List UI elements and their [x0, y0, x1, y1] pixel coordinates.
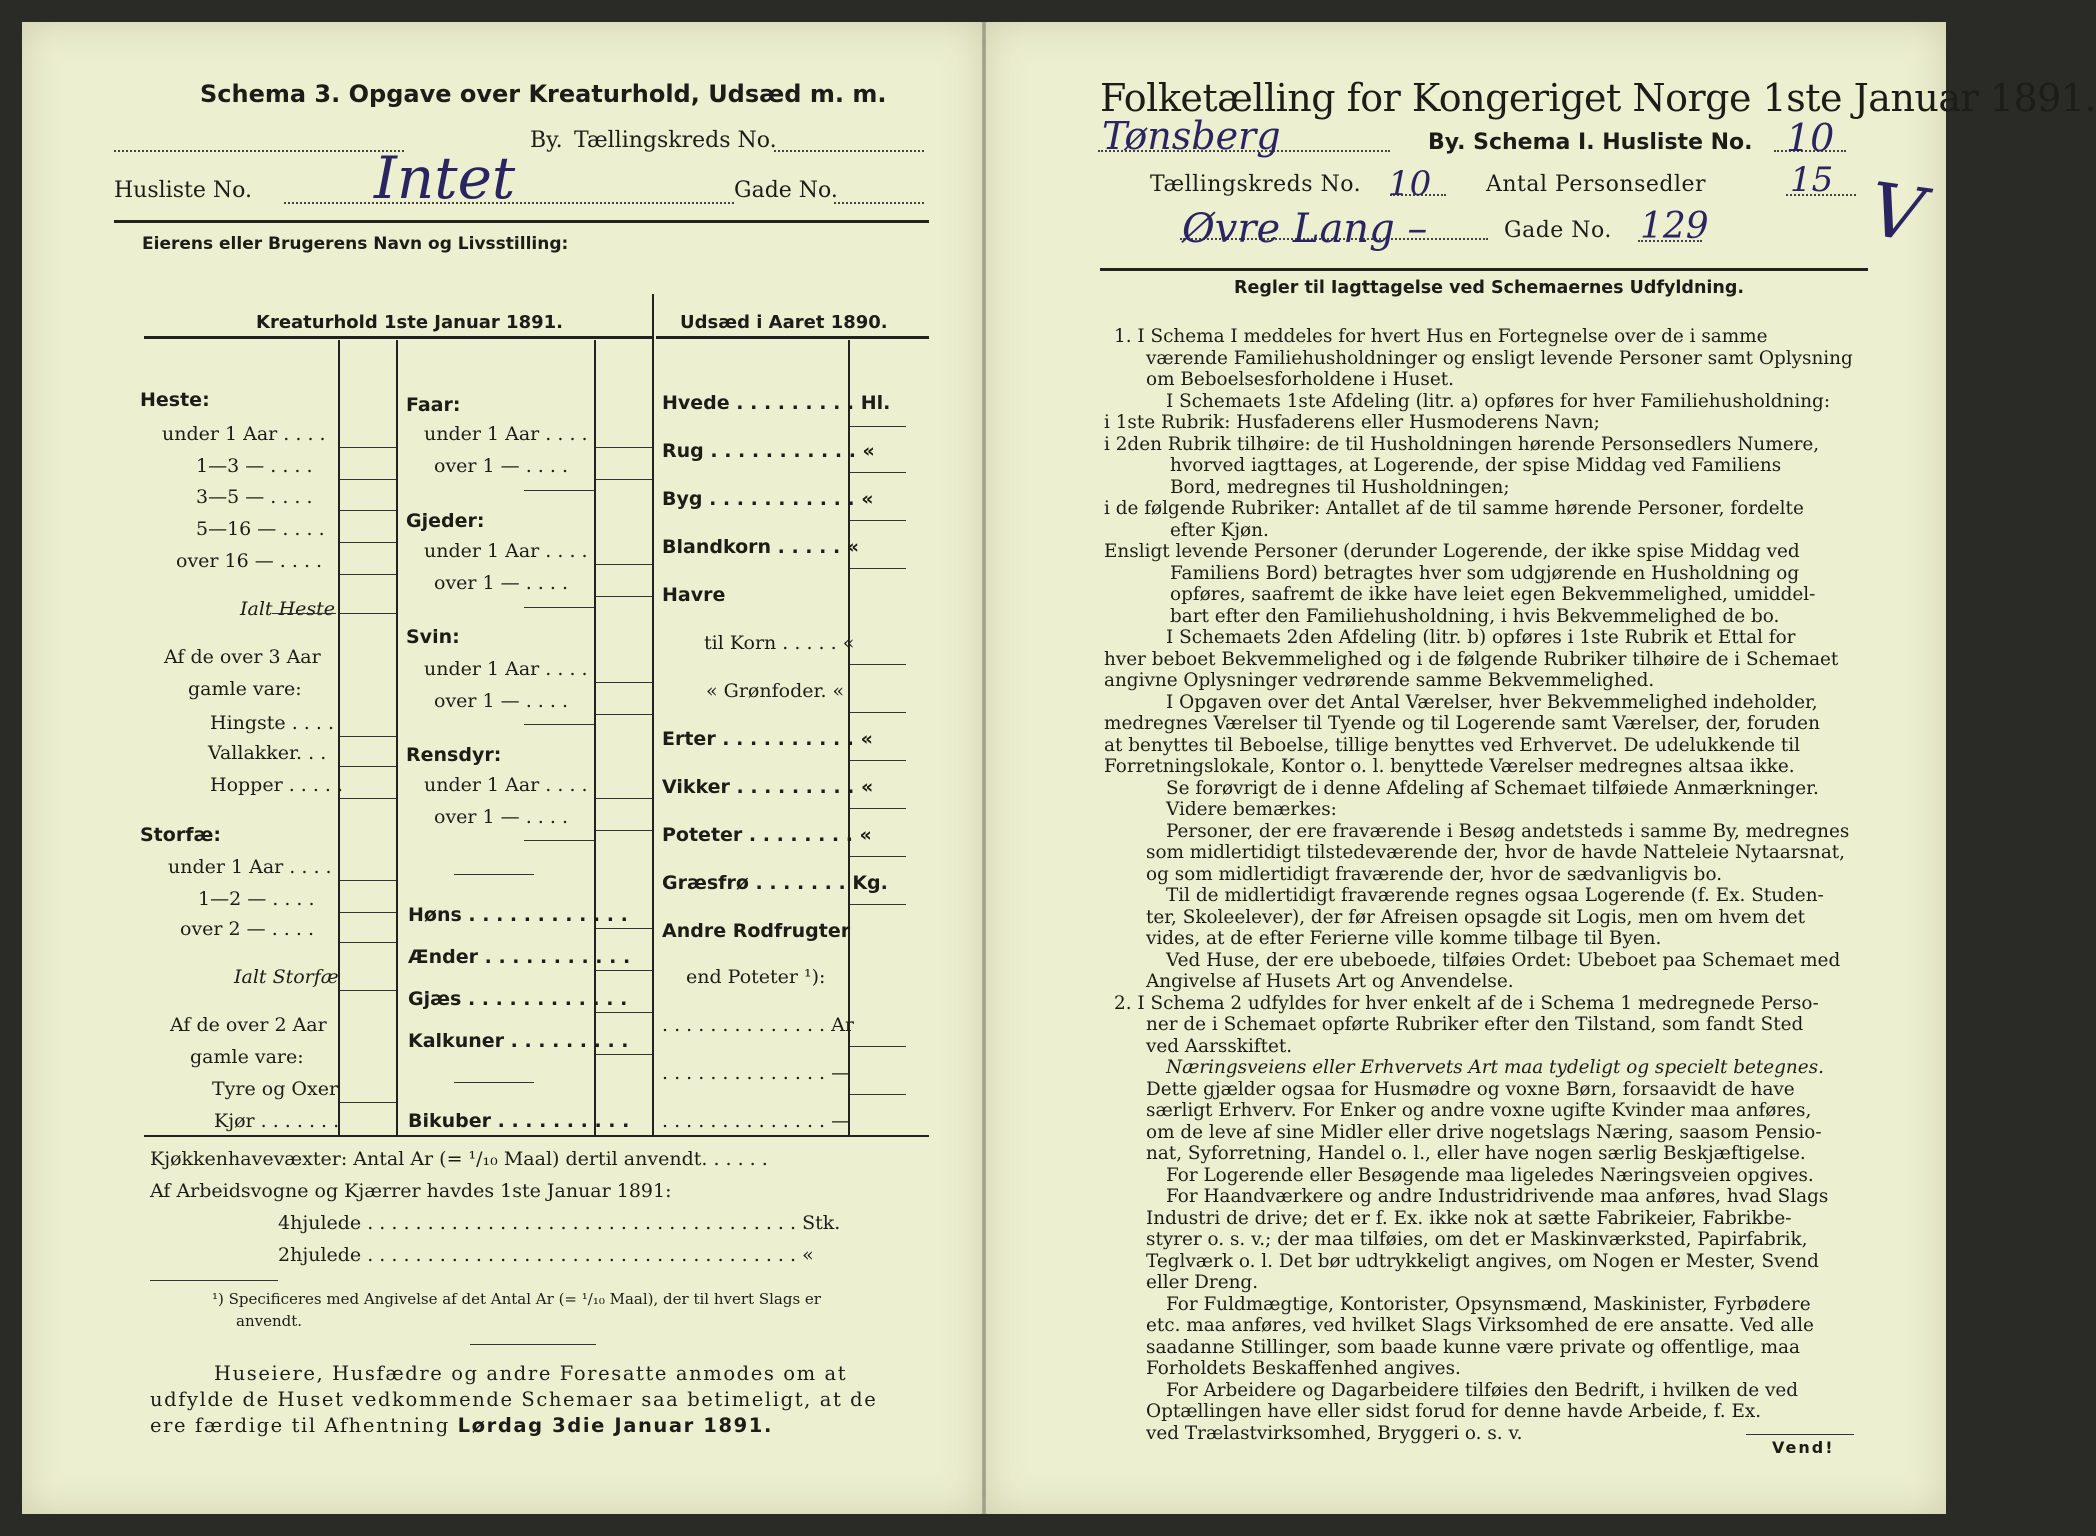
- rule-line: For Arbeidere og Dagarbeidere tilføies den Bedrift, i hvilken de ved: [1166, 1379, 1799, 1401]
- col2-right-line: [652, 340, 654, 1135]
- value-line: [340, 880, 396, 881]
- graesfro: Græsfrø . . . . . . . Kg.: [662, 872, 888, 894]
- closing-line-3-text: ere færdige til Afhentning: [150, 1414, 458, 1437]
- rule-line: Bord, medregnes til Husholdningen;: [1170, 476, 1510, 498]
- af-over-2-aar: Af de over 2 Aar: [170, 1014, 327, 1036]
- heste-5-16: 5—16 — . . . .: [196, 518, 325, 540]
- value-line: [596, 928, 652, 929]
- rule-line: vides, at de efter Ferierne ville komme tilbage til Byen.: [1146, 928, 1662, 949]
- value-line: [596, 447, 652, 448]
- svin-heading: Svin:: [406, 626, 460, 648]
- gade-handwritten: 129: [1640, 206, 1709, 247]
- value-line: [340, 447, 396, 448]
- aender: Ænder . . . . . . . . . . .: [408, 946, 631, 968]
- gjeder-under-1: under 1 Aar . . . .: [424, 540, 588, 562]
- rule-line: opføres, saafremt de ikke have leiet egen Bekvemmelighed, umiddel-: [1170, 584, 1816, 605]
- kreds-label: Tællingskreds No.: [1150, 172, 1362, 197]
- rule-line: Videre bemærkes:: [1166, 799, 1337, 820]
- value-line: [340, 542, 396, 543]
- heste-1-3: 1—3 — . . . .: [196, 455, 313, 477]
- closing-line-1: Huseiere, Husfædre og andre Foresatte anmodes om at: [214, 1362, 848, 1385]
- kjor: Kjør . . . . . . .: [214, 1110, 340, 1132]
- closing-line-2: udfylde de Huset vedkommende Schemaer saa betimeligt, at de: [150, 1388, 878, 1411]
- ialt-heste-rule: [272, 613, 336, 614]
- rule-line: som midlertidigt tilstedeværende der, hvor de havde Natteleie Nytaarsnat,: [1146, 842, 1846, 863]
- rule-line: styrer o. s. v.; der maa tilføies, om det er Maskinværksted, Papirfabrik,: [1146, 1229, 1808, 1250]
- rule-line: Personer, der ere fraværende i Besøg andetsteds i samme By, medregnes: [1166, 820, 1850, 842]
- value-line: [850, 904, 906, 905]
- rule-line: Ensligt levende Personer (derunder Logerende, der ikke spise Middag ved: [1104, 541, 1800, 562]
- rules-title: Regler til Iagttagelse ved Schemaernes Udfyldning.: [1234, 278, 1745, 298]
- kreds-field-line: [774, 150, 924, 152]
- rensdyr-under-1: under 1 Aar . . . .: [424, 774, 588, 796]
- heste-over-16: over 16 — . . . .: [176, 550, 323, 572]
- rule-line: etc. maa anføres, ved hvilket Slags Virksomhed de ere ansatte. Ved alle: [1146, 1315, 1814, 1336]
- bikuber: Bikuber . . . . . . . . . .: [408, 1110, 630, 1132]
- rule-line: bart efter den Familiehusholdning, i hvis Bekvemmelighed de bo.: [1170, 605, 1780, 627]
- rule-line: Se forøvrigt de i denne Afdeling af Schemaet tilføiede Anmærkninger.: [1166, 777, 1819, 799]
- rule-line: og som midlertidigt fraværende der, hvor de sædvanligvis bo.: [1146, 863, 1723, 885]
- subtotal-rule: [524, 840, 594, 841]
- col1-right-line: [396, 340, 398, 1135]
- rule-line: Familiens Bord) betragtes hver som udgjørende en Husholdning og: [1170, 562, 1800, 584]
- value-line: [340, 912, 396, 913]
- kjokken-text: Kjøkkenhavevæxter: Antal Ar (= ¹/₁₀ Maal) dertil anvendt. . . . . .: [150, 1148, 768, 1170]
- rule-line: 1. I Schema I meddeles for hvert Hus en Fortegnelse over de i samme: [1114, 326, 1768, 347]
- rule-line: Angivelse af Husets Art og Anvendelse.: [1146, 971, 1514, 992]
- subtotal-rule: [524, 724, 594, 725]
- rule-line: I Schemaets 2den Afdeling (litr. b) opføres i 1ste Rubrik et Ettal for: [1166, 627, 1796, 648]
- col2-value-left-line: [594, 340, 596, 1135]
- vallakker: Vallakker. . .: [208, 742, 327, 764]
- rule-line: hvorved iagttages, at Logerende, der spise Middag ved Familiens: [1170, 455, 1782, 476]
- value-line: [596, 564, 652, 565]
- andre-rodfrugter: Andre Rodfrugter: [662, 920, 851, 942]
- af-over-3-aar: Af de over 3 Aar: [164, 646, 321, 668]
- value-line: [596, 682, 652, 683]
- faar-under-1: under 1 Aar . . . .: [424, 423, 588, 445]
- end-poteter: end Poteter ¹):: [686, 966, 826, 988]
- check-mark: V: [1864, 166, 1930, 260]
- value-line: [850, 712, 906, 713]
- tyre-og-oxer: Tyre og Oxer: [212, 1078, 339, 1100]
- rule-line: angivne Oplysninger vedrørende samme Bekvemmelighed.: [1104, 670, 1655, 691]
- value-line: [340, 766, 396, 767]
- rule-line: Optællingen have eller sidst forud for denne havde Arbeide, f. Ex.: [1146, 1401, 1762, 1422]
- rule-line: I Schemaets 1ste Afdeling (litr. a) opføres for hver Familiehusholdning:: [1166, 390, 1831, 412]
- value-line: [340, 479, 396, 480]
- gjeder-over-1: over 1 — . . . .: [434, 572, 568, 594]
- rule-line: ner de i Schemaet opførte Rubriker efter den Tilstand, som fandt Sted: [1146, 1014, 1804, 1035]
- value-line: [850, 808, 906, 809]
- kreds-label: Tællingskreds No.: [574, 128, 777, 153]
- hopper: Hopper . . . . .: [210, 774, 344, 796]
- heste-3-5: 3—5 — . . . .: [196, 486, 313, 508]
- rule-line: Næringsveiens eller Erhvervets Art maa tydeligt og specielt betegnes.: [1166, 1057, 1824, 1078]
- storfae-heading: Storfæ:: [140, 824, 221, 846]
- rule-line: medregnes Værelser til Tyende og til Logerende samt Værelser, der, foruden: [1104, 713, 1820, 734]
- value-line: [850, 760, 906, 761]
- footnote-line-1: ¹) Specificeres med Angivelse af det Antal Ar (= ¹/₁₀ Maal), der til hvert Slags er: [212, 1290, 821, 1308]
- kreaturhold-header: Kreaturhold 1ste Januar 1891.: [256, 312, 563, 333]
- rule-line: Ved Huse, der ere ubeboede, tilføies Ordet: Ubeboet paa Schemaet med: [1166, 949, 1841, 971]
- vikker: Vikker . . . . . . . . . «: [662, 776, 874, 798]
- byg: Byg . . . . . . . . . . . «: [662, 488, 874, 510]
- heste-under-1: under 1 Aar . . . .: [162, 423, 326, 445]
- closing-deadline: Lørdag 3die Januar 1891.: [457, 1414, 773, 1437]
- gjeder-heading: Gjeder:: [406, 510, 485, 532]
- hingste: Hingste . . . .: [210, 712, 334, 734]
- rule-line: i 1ste Rubrik: Husfaderens eller Husmoderens Navn;: [1104, 412, 1600, 433]
- value-line: [340, 942, 396, 943]
- rule-line: For Haandværkere og andre Industridrivende maa anføres, hvad Slags: [1166, 1186, 1829, 1207]
- value-line: [850, 568, 906, 569]
- subtotal-rule: [524, 607, 594, 608]
- udsaed-header: Udsæd i Aaret 1890.: [680, 312, 888, 333]
- footnote-line-2: anvendt.: [236, 1312, 303, 1330]
- rule-line: I Opgaven over det Antal Værelser, hver Bekvemmelighed indeholder,: [1166, 691, 1818, 713]
- antal-handwritten: 15: [1790, 160, 1834, 200]
- value-line: [596, 970, 652, 971]
- value-line: [850, 520, 906, 521]
- rug: Rug . . . . . . . . . . . «: [662, 440, 875, 462]
- subtotal-rule: [524, 490, 594, 491]
- header-rule: [114, 220, 929, 223]
- rule-line: Til de midlertidigt fraværende regnes ogsaa Logerende (f. Ex. Studen-: [1166, 885, 1824, 906]
- rule-line: saadanne Stillinger, som baade kunne være private og offentlige, maa: [1146, 1336, 1800, 1358]
- rule-line: ter, Skoleelever), der før Afreisen opsagde sit Logis, men om hvem det: [1146, 906, 1805, 928]
- blandkorn: Blandkorn . . . . . «: [662, 536, 860, 558]
- rules-text: [1104, 326, 1853, 1444]
- value-line: [596, 596, 652, 597]
- rule-line: eller Dreng.: [1146, 1272, 1259, 1293]
- value-line: [340, 798, 396, 799]
- havre-gronfoder: « Grønfoder. «: [706, 680, 845, 702]
- rensdyr-heading: Rensdyr:: [406, 744, 502, 766]
- rule-line: Teglværk o. l. Det bør udtrykkeligt angives, om Nogen er Mester, Svend: [1146, 1250, 1819, 1272]
- havre-til-korn: til Korn . . . . . «: [704, 632, 855, 654]
- arbeidsvogne: Af Arbeidsvogne og Kjærrer havdes 1ste Januar 1891:: [150, 1180, 672, 1202]
- rule-line: Forretningslokale, Kontor o. l. benyttede Værelser medregnes altsaa ikke.: [1104, 756, 1795, 777]
- value-line: [850, 856, 906, 857]
- value-line: [340, 510, 396, 511]
- left-page-schema-3: [22, 22, 982, 1514]
- gade-label: Gade No.: [1504, 218, 1612, 243]
- vend-label: Vend!: [1772, 1438, 1835, 1457]
- kalkuner: Kalkuner . . . . . . . . .: [408, 1030, 629, 1052]
- by-field-line: [114, 150, 404, 152]
- other-crop-ar: . . . . . . . . . . . . . . Ar: [662, 1014, 854, 1036]
- rule-line: i de følgende Rubriker: Antallet af de til samme hørende Personer, fordelte: [1104, 498, 1804, 519]
- value-line: [340, 736, 396, 737]
- value-line: [850, 426, 906, 427]
- husliste-label: Husliste No.: [114, 178, 252, 203]
- rule-line: Forholdets Beskaffenhed angives.: [1146, 1358, 1461, 1379]
- rule-line: i 2den Rubrik tilhøire: de til Husholdningen hørende Personsedlers Numere,: [1104, 433, 1820, 455]
- svin-under-1: under 1 Aar . . . .: [424, 658, 588, 680]
- by-schema-label: By. Schema I. Husliste No.: [1428, 130, 1753, 155]
- street-handwritten: Øvre Lang –: [1182, 206, 1428, 252]
- rule-line: om Beboelsesforholdene i Huset.: [1146, 369, 1454, 390]
- faar-over-1: over 1 — . . . .: [434, 455, 568, 477]
- rule-line: om de leve af sine Midler eller drive nogetslags Næring, saasom Pensio-: [1146, 1121, 1822, 1143]
- value-line: [596, 479, 652, 480]
- value-line: [850, 664, 906, 665]
- ialt-storfae-value-line: [340, 990, 396, 991]
- closing-line-3: [150, 1414, 773, 1437]
- rule-line: ved Aarsskiftet.: [1146, 1035, 1293, 1057]
- poteter: Poteter . . . . . . . . «: [662, 824, 872, 846]
- kjokkenhavevaexter: [150, 1148, 768, 1170]
- gjaes: Gjæs . . . . . . . . . . . .: [408, 988, 628, 1010]
- husliste-handwritten: 10: [1786, 116, 1835, 160]
- table-bottom-rule: [144, 1135, 929, 1137]
- schema-3-title: Schema 3. Opgave over Kreaturhold, Udsæd m. m.: [200, 80, 887, 108]
- other-crop-2: . . . . . . . . . . . . . . —: [662, 1062, 851, 1084]
- rensdyr-over-1: over 1 — . . . .: [434, 806, 568, 828]
- gade-label: Gade No.: [734, 178, 838, 203]
- storfae-1-2: 1—2 — . . . .: [198, 888, 315, 910]
- firehjulede: 4hjulede . . . . . . . . . . . . . . . . . . . . . . . . . . . . . . . . . . . . Stk.: [278, 1212, 841, 1234]
- rule-line: nat, Syforretning, Handel o. l., eller have nogen særlig Beskjæftigelse.: [1146, 1143, 1806, 1164]
- hvede: Hvede . . . . . . . . . Hl.: [662, 392, 891, 414]
- owner-label: Eierens eller Brugerens Navn og Livsstilling:: [142, 234, 569, 254]
- value-line: [596, 714, 652, 715]
- storfae-over-2: over 2 — . . . .: [180, 918, 314, 940]
- kreds-handwritten: 10: [1388, 164, 1432, 204]
- svin-over-1: over 1 — . . . .: [434, 690, 568, 712]
- ialt-heste-value-line: [340, 613, 396, 614]
- rule-line: Industri de drive; det er f. Ex. ikke nok at sætte Fabrikeier, Fabrikbe-: [1146, 1207, 1792, 1229]
- section-divider: [454, 1082, 534, 1083]
- havre: Havre: [662, 584, 726, 606]
- rule-line: efter Kjøn.: [1170, 519, 1269, 541]
- storfae-under-1: under 1 Aar . . . .: [168, 856, 332, 878]
- husliste-handwritten-value: Intet: [374, 144, 516, 212]
- other-crop-3: . . . . . . . . . . . . . . —: [662, 1110, 851, 1132]
- vend-rule: [1746, 1434, 1854, 1435]
- heste-heading: Heste:: [140, 389, 210, 411]
- gamle-vare-2: gamle vare:: [190, 1046, 304, 1068]
- udsaed-header-rule: [656, 336, 929, 339]
- value-line: [596, 1012, 652, 1013]
- header-rule: [1100, 268, 1868, 271]
- value-line: [596, 798, 652, 799]
- ialt-heste: Ialt Heste: [240, 598, 336, 620]
- rule-line: værende Familiehusholdninger og ensligt levende Personer samt Oplysning: [1146, 347, 1853, 369]
- ialt-storfae: Ialt Storfæ: [234, 966, 339, 988]
- rule-line: at benyttes til Beboelse, tillige benyttes ved Erhvervet. De udelukkende til: [1104, 734, 1801, 756]
- section-divider: [454, 874, 534, 875]
- value-line: [850, 472, 906, 473]
- hons: Høns . . . . . . . . . . . .: [408, 904, 628, 926]
- rule-line: 2. I Schema 2 udfyldes for hver enkelt af de i Schema 1 medregnede Perso-: [1114, 992, 1819, 1014]
- rule-line: ved Trælastvirksomhed, Bryggeri o. s. v.: [1146, 1422, 1523, 1444]
- rule-line: hver beboet Bekvemmelighed og i de følgende Rubriker tilhøire de i Schemaet: [1104, 648, 1839, 670]
- faar-heading: Faar:: [406, 394, 461, 416]
- value-line: [596, 830, 652, 831]
- value-line: [850, 1094, 906, 1095]
- rule-line: For Logerende eller Besøgende maa ligeledes Næringsveien opgives.: [1166, 1164, 1814, 1186]
- gade-field-line: [834, 202, 924, 204]
- value-line: [340, 1102, 396, 1103]
- value-line: [850, 1046, 906, 1047]
- gamle-vare-1: gamle vare:: [188, 678, 302, 700]
- antal-personsedler-label: Antal Personsedler: [1486, 172, 1707, 197]
- value-line: [340, 574, 396, 575]
- rule-line: For Fuldmægtige, Kontorister, Opsynsmænd, Maskinister, Fyrbødere: [1166, 1293, 1811, 1315]
- census-title: Folketælling for Kongeriget Norge 1ste Januar 1891.: [1100, 76, 2096, 120]
- closing-rule: [470, 1344, 596, 1345]
- erter: Erter . . . . . . . . . . «: [662, 728, 873, 750]
- footnote-rule: [150, 1280, 278, 1281]
- right-page-schema-1: [986, 22, 2096, 1514]
- tohjulede: 2hjulede . . . . . . . . . . . . . . . . . . . . . . . . . . . . . . . . . . . . «: [278, 1244, 814, 1266]
- rule-line: særligt Erhverv. For Enker og andre voxne ugifte Kvinder maa anføres,: [1146, 1100, 1812, 1121]
- rule-line: Dette gjælder ogsaa for Husmødre og voxne Børn, forsaavidt de have: [1146, 1078, 1795, 1100]
- kreatur-header-rule: [144, 336, 652, 339]
- by-label: By.: [530, 128, 563, 153]
- city-handwritten: Tønsberg: [1102, 114, 1281, 158]
- value-line: [596, 1054, 652, 1055]
- col1-value-left-line: [338, 340, 340, 1135]
